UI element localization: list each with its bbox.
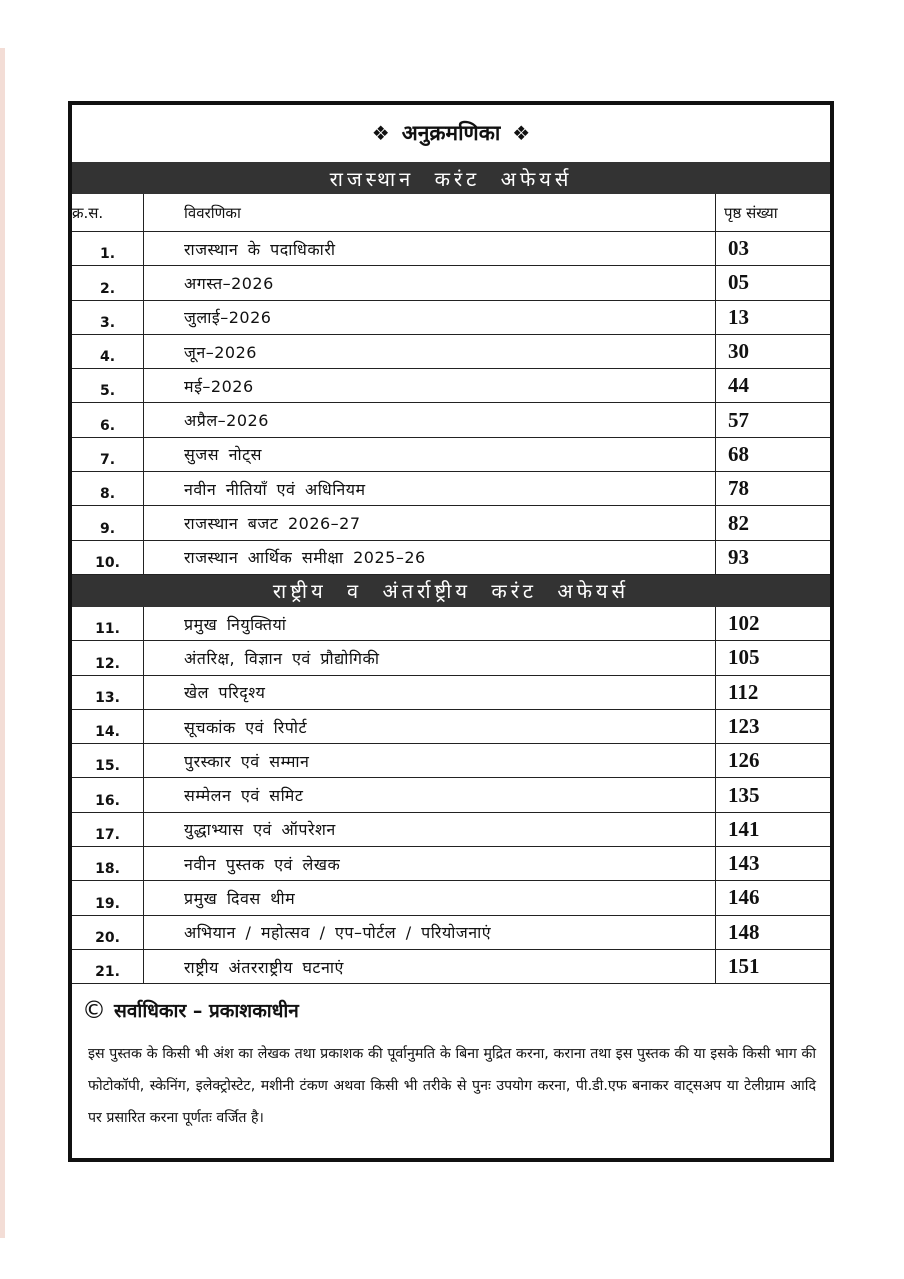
table-row	[72, 472, 830, 506]
row-serial: 14.	[72, 710, 144, 743]
row-title: नवीन नीतियाँ एवं अधिनियम	[144, 472, 716, 505]
table-row	[72, 335, 830, 369]
table-row	[72, 950, 830, 984]
column-header-description: विवरणिका	[144, 194, 716, 231]
row-title: अगस्त–2026	[144, 266, 716, 299]
row-serial: 16.	[72, 778, 144, 811]
table-row	[72, 744, 830, 778]
copyright-heading-row	[72, 984, 830, 1024]
table-row	[72, 301, 830, 335]
copyright-icon: ©	[82, 996, 106, 1025]
row-page-number: 148	[728, 919, 760, 944]
row-title: प्रमुख नियुक्तियां	[144, 607, 716, 640]
table-row	[72, 641, 830, 675]
row-page-number: 151	[728, 954, 760, 979]
row-title: अप्रैल–2026	[144, 403, 716, 436]
row-page-number: 141	[728, 816, 760, 841]
row-serial: 10.	[72, 541, 144, 574]
row-title: अंतरिक्ष, विज्ञान एवं प्रौद्योगिकी	[144, 641, 716, 674]
row-serial: 6.	[72, 403, 144, 436]
table-row	[72, 676, 830, 710]
row-title: जून–2026	[144, 335, 716, 368]
row-page-number: 93	[728, 544, 749, 569]
row-title: मई–2026	[144, 369, 716, 402]
contents-table	[72, 194, 830, 575]
row-title: प्रमुख दिवस थीम	[144, 881, 716, 914]
table-row	[72, 369, 830, 403]
column-header-page: पृष्ठ संख्या	[724, 203, 778, 222]
row-title: सम्मेलन एवं समिट	[144, 778, 716, 811]
row-serial: 21.	[72, 950, 144, 983]
row-serial: 5.	[72, 369, 144, 402]
table-row	[72, 710, 830, 744]
table-row	[72, 607, 830, 641]
row-page-number: 126	[728, 748, 760, 773]
column-header-serial: क्र.स.	[72, 194, 144, 231]
index-box	[68, 101, 834, 1162]
row-page-number: 68	[728, 441, 749, 466]
copyright-heading: सर्वाधिकार – प्रकाशकाधीन	[114, 1000, 299, 1023]
row-title: सूचकांक एवं रिपोर्ट	[144, 710, 716, 743]
row-title: राष्ट्रीय अंतरराष्ट्रीय घटनाएं	[144, 950, 716, 983]
table-row	[72, 813, 830, 847]
row-title: पुरस्कार एवं सम्मान	[144, 744, 716, 777]
row-serial: 20.	[72, 916, 144, 949]
table-row	[72, 916, 830, 950]
section-header-national-international: राष्ट्रीय व अंतर्राष्ट्रीय करंट अफेयर्स	[72, 575, 830, 607]
table-row	[72, 778, 830, 812]
row-serial: 17.	[72, 813, 144, 846]
row-page-number: 123	[728, 714, 760, 738]
row-title: खेल परिदृश्य	[144, 676, 716, 709]
row-page-number: 30	[728, 339, 749, 364]
row-serial: 3.	[72, 301, 144, 334]
row-page-number: 05	[728, 270, 749, 295]
row-page-number: 03	[728, 236, 749, 261]
row-title: जुलाई–2026	[144, 301, 716, 334]
row-page-number: 112	[728, 679, 759, 704]
row-serial: 18.	[72, 847, 144, 880]
diamond-ornament-icon: ❖	[371, 120, 390, 145]
row-page-number: 78	[728, 476, 749, 501]
table-row	[72, 266, 830, 300]
copyright-notice: इस पुस्तक के किसी भी अंश का लेखक तथा प्रकाशक की पूर्वानुमति के बिना मुद्रित करना, कराना तथा इस पुस्तक की या इसके किसी भाग की फोटोकॉपी, स्केनिंग, इलेक्ट्रोस्टेट, मशीनी टंकण अथवा किसी भी तरीके से पुनः उपयोग करना, पी.डी.एफ बनाकर वाट्सअप या टेलीग्राम आदि पर प्रसारित करना पूर्णतः वर्जित है।	[88, 1046, 816, 1127]
row-serial: 15.	[72, 744, 144, 777]
row-title: नवीन पुस्तक एवं लेखक	[144, 847, 716, 880]
row-serial: 13.	[72, 676, 144, 709]
row-title: राजस्थान के पदाधिकारी	[144, 232, 716, 265]
table-row	[72, 881, 830, 915]
table-row	[72, 232, 830, 266]
row-page-number: 57	[728, 407, 749, 432]
contents-table-national	[72, 607, 830, 984]
row-serial: 4.	[72, 335, 144, 368]
row-serial: 11.	[72, 607, 144, 640]
row-page-number: 102	[728, 611, 760, 636]
page-edge-strip	[0, 48, 5, 1238]
row-page-number: 143	[728, 851, 760, 876]
row-title: अभियान / महोत्सव / एप–पोर्टल / परियोजनाएं	[144, 916, 716, 949]
section-header-rajasthan: राजस्थान करंट अफेयर्स	[72, 162, 830, 194]
table-row	[72, 403, 830, 437]
row-serial: 9.	[72, 506, 144, 539]
row-serial: 2.	[72, 266, 144, 299]
row-serial: 1.	[72, 232, 144, 265]
table-row	[72, 847, 830, 881]
index-title: अनुक्रमणिका	[401, 120, 501, 145]
index-title-row	[72, 105, 830, 160]
row-serial: 12.	[72, 641, 144, 674]
table-row	[72, 438, 830, 472]
table-header-row	[72, 194, 830, 232]
table-row	[72, 541, 830, 575]
row-title: युद्धाभ्यास एवं ऑपरेशन	[144, 813, 716, 846]
row-serial: 8.	[72, 472, 144, 505]
row-page-number: 105	[728, 645, 760, 670]
diamond-ornament-icon: ❖	[512, 120, 531, 145]
row-serial: 7.	[72, 438, 144, 471]
row-page-number: 146	[728, 885, 760, 910]
row-serial: 19.	[72, 881, 144, 914]
row-title: राजस्थान आर्थिक समीक्षा 2025–26	[144, 541, 716, 574]
table-row	[72, 506, 830, 540]
row-page-number: 13	[728, 304, 749, 329]
row-title: राजस्थान बजट 2026–27	[144, 506, 716, 539]
row-page-number: 82	[728, 510, 749, 535]
row-page-number: 44	[728, 373, 749, 398]
row-title: सुजस नोट्स	[144, 438, 716, 471]
row-page-number: 135	[728, 782, 760, 807]
